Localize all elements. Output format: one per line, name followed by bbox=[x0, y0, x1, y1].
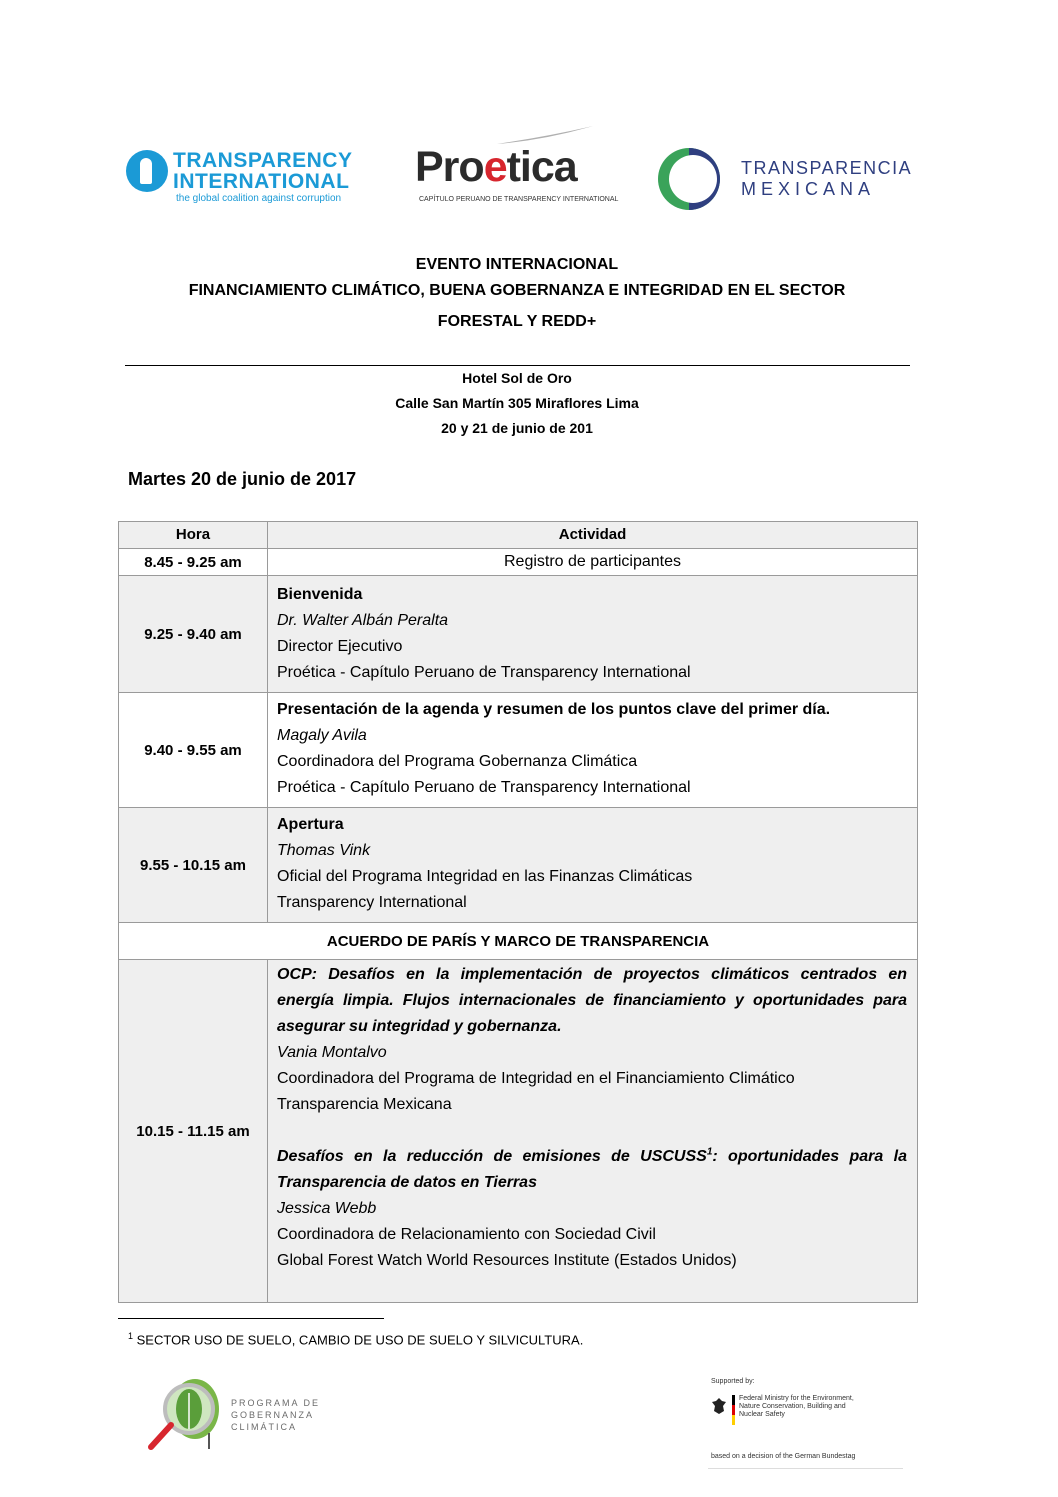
table-row bbox=[119, 960, 918, 1303]
speaker-role: Oficial del Programa Integridad en las Finanzas Climáticas bbox=[277, 868, 693, 885]
ti-logo-line2: INTERNATIONAL bbox=[173, 170, 350, 193]
speaker-org: Proética - Capítulo Peruano de Transparency International bbox=[277, 664, 691, 681]
venue-hotel: Hotel Sol de Oro bbox=[462, 370, 572, 386]
speaker-role: Coordinadora del Programa Gobernanza Climática bbox=[277, 753, 638, 770]
activity-title: Apertura bbox=[277, 816, 344, 833]
federal-eagle-icon bbox=[711, 1397, 727, 1415]
transparencia-mexicana-logo bbox=[656, 146, 913, 212]
transparency-international-logo bbox=[126, 148, 356, 208]
row-activity bbox=[268, 693, 918, 808]
speaker-name: Vania Montalvo bbox=[277, 1044, 387, 1061]
tm-logo-line1: TRANSPARENCIA bbox=[741, 158, 913, 178]
venue-address: Calle San Martín 305 Miraflores Lima bbox=[395, 395, 639, 411]
supported-by-label: Supported by: bbox=[711, 1378, 755, 1385]
speaker-org: Transparencia Mexicana bbox=[277, 1096, 452, 1113]
proetica-wordmark: Proetica bbox=[415, 143, 577, 191]
tm-logo-line2: MEXICANA bbox=[741, 179, 876, 199]
row-time: 9.25 - 9.40 am bbox=[119, 576, 268, 693]
table-row bbox=[119, 576, 918, 693]
column-header-hora: Hora bbox=[119, 522, 268, 549]
programa-gobernanza-climatica-logo bbox=[145, 1375, 335, 1455]
speaker-name: Jessica Webb bbox=[277, 1200, 377, 1217]
header-divider bbox=[125, 365, 910, 366]
event-title-line2: FORESTAL Y REDD+ bbox=[437, 313, 597, 330]
row-time: 8.45 - 9.25 am bbox=[119, 549, 268, 576]
footnote-divider bbox=[118, 1318, 384, 1319]
logo-divider bbox=[708, 1468, 903, 1469]
event-title-line1: FINANCIAMIENTO CLIMÁTICO, BUENA GOBERNANZA E INTEGRIDAD EN EL SECTOR bbox=[188, 282, 846, 299]
ti-logo-tagline: the global coalition against corruption bbox=[176, 193, 342, 204]
proetica-subtitle: CAPÍTULO PERUANO DE TRANSPARENCY INTERNATIONAL bbox=[419, 196, 619, 203]
bmub-supported-by-logo bbox=[708, 1375, 908, 1470]
footnote-reference: 1 bbox=[706, 1146, 713, 1158]
table-header-row bbox=[119, 522, 918, 549]
table-row bbox=[119, 693, 918, 808]
magnifier-leaf-icon bbox=[145, 1375, 229, 1453]
ring-icon bbox=[656, 146, 722, 212]
row-time: 9.40 - 9.55 am bbox=[119, 693, 268, 808]
ti-logo-line1: TRANSPARENCY bbox=[173, 149, 353, 172]
speaker-org: Transparency International bbox=[277, 894, 467, 911]
agenda-table bbox=[118, 521, 918, 1303]
speaker-name: Dr. Walter Albán Peralta bbox=[277, 612, 449, 629]
event-type-title: EVENTO INTERNACIONAL bbox=[415, 256, 619, 273]
venue-dates: 20 y 21 de junio de 201 bbox=[441, 420, 593, 436]
bundestag-decision: based on a decision of the German Bundestag bbox=[711, 1453, 856, 1460]
section-title: ACUERDO DE PARÍS Y MARCO DE TRANSPARENCIA bbox=[119, 923, 918, 960]
german-flag-icon bbox=[732, 1395, 735, 1425]
talk-2-title: Desafíos en la reducción de emisiones de USCUSS$^1$: oportunidades para la Transparencia de datos en Tierras bbox=[277, 1146, 907, 1191]
footnote bbox=[128, 1331, 583, 1347]
activity-title: Presentación de la agenda y resumen de los puntos clave del primer día. bbox=[277, 701, 831, 718]
row-time: 10.15 - 11.15 am bbox=[119, 960, 268, 1303]
proetica-logo bbox=[415, 124, 619, 216]
pgc-logo-text: PROGRAMA DE GOBERNANZA CLIMÁTICA bbox=[231, 1398, 321, 1432]
table-row bbox=[119, 549, 918, 576]
speaker-name: Magaly Avila bbox=[277, 727, 367, 744]
footnote-text: SECTOR USO DE SUELO, CAMBIO DE USO DE SUELO Y SILVICULTURA. bbox=[133, 1332, 584, 1348]
section-row bbox=[119, 923, 918, 960]
row-activity bbox=[268, 808, 918, 923]
table-row bbox=[119, 808, 918, 923]
speaker-name: Thomas Vink bbox=[277, 842, 371, 859]
row-activity: Registro de participantes bbox=[268, 549, 918, 576]
column-header-actividad: Actividad bbox=[268, 522, 918, 549]
speaker-role: Coordinadora del Programa de Integridad en el Financiamiento Climático bbox=[277, 1070, 795, 1087]
row-activity bbox=[268, 576, 918, 693]
globe-figure-icon bbox=[126, 150, 168, 192]
talk-1-title: OCP: Desafíos en la implementación de proyectos climáticos centrados en energía limpia. Flujos internacionales de financiamiento y oportunidades para asegurar su integridad y gobernanza. bbox=[277, 966, 907, 1035]
row-time: 9.55 - 10.15 am bbox=[119, 808, 268, 923]
talk-1-label: OCP bbox=[277, 966, 312, 983]
spacer bbox=[277, 1118, 907, 1144]
ministry-name: Federal Ministry for the Environment, Nature Conservation, Building and Nuclear Safety bbox=[739, 1395, 854, 1418]
day-heading: Martes 20 de junio de 2017 bbox=[128, 469, 357, 489]
speaker-role: Coordinadora de Relacionamiento con Sociedad Civil bbox=[277, 1226, 656, 1243]
row-activity bbox=[268, 960, 918, 1303]
speaker-org: Proética - Capítulo Peruano de Transparency International bbox=[277, 779, 691, 796]
speaker-org: Global Forest Watch World Resources Institute (Estados Unidos) bbox=[277, 1252, 737, 1269]
footnote-number: 1 bbox=[128, 1331, 134, 1341]
activity-title: Bienvenida bbox=[277, 586, 363, 603]
speaker-role: Director Ejecutivo bbox=[277, 638, 403, 655]
